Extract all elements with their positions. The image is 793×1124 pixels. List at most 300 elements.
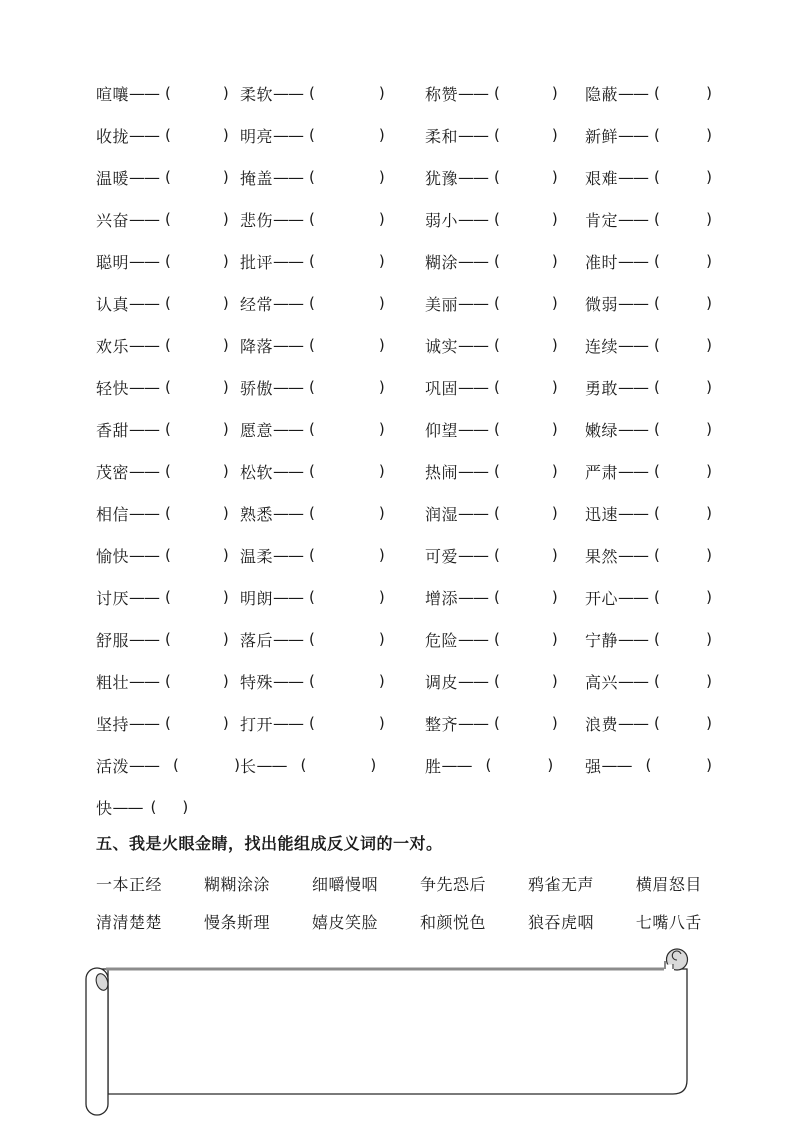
word: 轻快 bbox=[96, 378, 130, 398]
paren-open-icon: ( bbox=[309, 252, 315, 270]
word: 活泼 bbox=[96, 756, 130, 776]
paren-open-icon: ( bbox=[309, 84, 315, 102]
word: 喧嚷 bbox=[96, 84, 130, 104]
paren-close-icon: ) bbox=[222, 294, 229, 312]
separator-dash: —— bbox=[273, 587, 304, 607]
word: 润湿 bbox=[425, 504, 459, 524]
separator-dash: —— bbox=[618, 713, 649, 733]
answer-blank bbox=[171, 429, 223, 430]
paren-close-icon: ) bbox=[222, 504, 229, 522]
separator-dash: —— bbox=[618, 503, 649, 523]
separator-dash: —— bbox=[618, 461, 649, 481]
answer-blank bbox=[171, 513, 223, 514]
word-cell bbox=[240, 418, 425, 441]
separator-dash: —— bbox=[129, 293, 160, 313]
word-row bbox=[96, 702, 736, 744]
word-cell bbox=[425, 754, 585, 777]
answer-blank bbox=[171, 597, 223, 598]
paren-open-icon: ( bbox=[165, 252, 171, 270]
word-cell bbox=[425, 628, 585, 651]
word-cell bbox=[240, 250, 425, 273]
separator-dash: —— bbox=[458, 671, 489, 691]
paren-open-icon: ( bbox=[654, 294, 660, 312]
paren-open-icon: ( bbox=[165, 210, 171, 228]
separator-dash: —— bbox=[273, 503, 304, 523]
word: 茂密 bbox=[96, 462, 130, 482]
word-cell bbox=[585, 166, 712, 189]
paren-open-icon: ( bbox=[309, 210, 315, 228]
word-cell bbox=[425, 82, 585, 105]
separator-dash: —— bbox=[273, 83, 304, 103]
word: 胜 bbox=[425, 756, 442, 776]
separator-dash: —— bbox=[618, 167, 649, 187]
paren-close-icon: ) bbox=[551, 294, 558, 312]
word-row bbox=[96, 618, 736, 660]
word: 柔和 bbox=[425, 126, 459, 146]
separator-dash: —— bbox=[129, 713, 160, 733]
word: 肯定 bbox=[585, 210, 619, 230]
separator-dash: —— bbox=[458, 545, 489, 565]
paren-open-icon: ( bbox=[654, 378, 660, 396]
paren-open-icon: ( bbox=[300, 756, 307, 774]
word-cell bbox=[425, 460, 585, 483]
idiom: 和颜悦色 bbox=[419, 913, 486, 932]
separator-dash: —— bbox=[618, 125, 649, 145]
word-row bbox=[96, 114, 736, 156]
separator-dash: —— bbox=[618, 335, 649, 355]
word-cell bbox=[240, 124, 425, 147]
answer-blank bbox=[315, 387, 379, 388]
answer-blank bbox=[500, 681, 552, 682]
word-cell bbox=[96, 250, 240, 273]
word-cell bbox=[240, 376, 425, 399]
scroll-paper bbox=[96, 969, 687, 1094]
separator-dash: —— bbox=[129, 377, 160, 397]
separator-dash: —— bbox=[458, 335, 489, 355]
word: 仰望 bbox=[425, 420, 459, 440]
paren-open-icon: ( bbox=[654, 672, 660, 690]
paren-close-icon: ) bbox=[378, 714, 385, 732]
separator-dash: —— bbox=[273, 251, 304, 271]
word: 粗壮 bbox=[96, 672, 130, 692]
separator-dash: —— bbox=[618, 83, 649, 103]
word-cell bbox=[425, 334, 585, 357]
paren-close-icon: ) bbox=[378, 420, 385, 438]
paren-open-icon: ( bbox=[165, 672, 171, 690]
separator-dash: —— bbox=[273, 545, 304, 565]
word-cell bbox=[240, 586, 425, 609]
paren-close-icon: ) bbox=[222, 672, 229, 690]
paren-open-icon: ( bbox=[494, 336, 500, 354]
word-cell bbox=[96, 796, 240, 819]
word: 危险 bbox=[425, 630, 459, 650]
answer-blank bbox=[171, 639, 223, 640]
paren-open-icon: ( bbox=[165, 126, 171, 144]
answer-blank bbox=[491, 765, 547, 766]
paren-open-icon: ( bbox=[494, 714, 500, 732]
separator-dash: —— bbox=[273, 335, 304, 355]
word: 果然 bbox=[585, 546, 619, 566]
word-cell bbox=[585, 376, 712, 399]
separator-dash: —— bbox=[601, 755, 632, 775]
separator-dash: —— bbox=[458, 629, 489, 649]
word: 嫩绿 bbox=[585, 420, 619, 440]
paren-open-icon: ( bbox=[494, 168, 500, 186]
separator-dash: —— bbox=[273, 461, 304, 481]
separator-dash: —— bbox=[129, 125, 160, 145]
answer-blank bbox=[500, 219, 552, 220]
paren-close-icon: ) bbox=[706, 126, 712, 144]
word-cell bbox=[425, 250, 585, 273]
word: 诚实 bbox=[425, 336, 459, 356]
answer-blank bbox=[660, 471, 706, 472]
word: 经常 bbox=[240, 294, 274, 314]
separator-dash: —— bbox=[458, 377, 489, 397]
separator-dash: —— bbox=[129, 545, 160, 565]
word: 松软 bbox=[240, 462, 274, 482]
separator-dash: —— bbox=[441, 755, 472, 775]
answer-blank bbox=[315, 597, 379, 598]
answer-blank bbox=[315, 345, 379, 346]
paren-close-icon: ) bbox=[234, 756, 240, 774]
answer-blank bbox=[500, 639, 552, 640]
paren-open-icon: ( bbox=[173, 756, 179, 774]
word-cell bbox=[585, 334, 712, 357]
paren-close-icon: ) bbox=[551, 714, 558, 732]
paren-open-icon: ( bbox=[485, 756, 492, 774]
word: 批评 bbox=[240, 252, 274, 272]
answer-blank bbox=[500, 261, 552, 262]
answer-scroll-graphic bbox=[80, 944, 700, 1120]
word: 骄傲 bbox=[240, 378, 274, 398]
paren-open-icon: ( bbox=[165, 588, 171, 606]
paren-close-icon: ) bbox=[706, 588, 712, 606]
paren-open-icon: ( bbox=[654, 84, 660, 102]
word: 欢乐 bbox=[96, 336, 130, 356]
paren-open-icon: ( bbox=[654, 588, 660, 606]
idiom: 清清楚楚 bbox=[96, 913, 163, 932]
paren-close-icon: ) bbox=[706, 294, 712, 312]
paren-close-icon: ) bbox=[222, 336, 229, 354]
word-cell bbox=[240, 292, 425, 315]
separator-dash: —— bbox=[618, 629, 649, 649]
word: 相信 bbox=[96, 504, 130, 524]
word-row bbox=[96, 408, 736, 450]
answer-blank bbox=[660, 303, 706, 304]
separator-dash: —— bbox=[618, 671, 649, 691]
answer-blank bbox=[171, 723, 223, 724]
word-cell bbox=[96, 292, 240, 315]
answer-blank bbox=[500, 135, 552, 136]
answer-blank bbox=[660, 135, 706, 136]
word-cell bbox=[425, 712, 585, 735]
idiom: 慢条斯理 bbox=[203, 913, 270, 932]
word-cell bbox=[96, 82, 240, 105]
answer-blank bbox=[156, 807, 182, 808]
word: 讨厌 bbox=[96, 588, 130, 608]
word: 温暖 bbox=[96, 168, 130, 188]
answer-blank bbox=[660, 555, 706, 556]
word: 香甜 bbox=[96, 420, 130, 440]
idiom: 七嘴八舌 bbox=[635, 913, 702, 932]
answer-blank bbox=[315, 303, 379, 304]
paren-open-icon: ( bbox=[165, 546, 171, 564]
word-row bbox=[96, 450, 736, 492]
word: 高兴 bbox=[585, 672, 619, 692]
word-cell bbox=[240, 754, 425, 777]
scroll-banner bbox=[80, 944, 700, 1120]
paren-close-icon: ) bbox=[378, 84, 385, 102]
answer-blank bbox=[315, 93, 379, 94]
paren-open-icon: ( bbox=[494, 126, 500, 144]
paren-close-icon: ) bbox=[551, 252, 558, 270]
word: 强 bbox=[585, 756, 602, 776]
paren-open-icon: ( bbox=[165, 168, 171, 186]
word: 热闹 bbox=[425, 462, 459, 482]
word-cell bbox=[96, 376, 240, 399]
word: 掩盖 bbox=[240, 168, 274, 188]
paren-close-icon: ) bbox=[551, 588, 558, 606]
word-cell bbox=[96, 670, 240, 693]
answer-blank bbox=[500, 303, 552, 304]
paren-open-icon: ( bbox=[309, 126, 315, 144]
separator-dash: —— bbox=[618, 587, 649, 607]
answer-blank bbox=[315, 429, 379, 430]
paren-open-icon: ( bbox=[165, 714, 171, 732]
paren-open-icon: ( bbox=[494, 462, 500, 480]
paren-close-icon: ) bbox=[706, 378, 712, 396]
paren-open-icon: ( bbox=[494, 210, 500, 228]
idiom-row-2 bbox=[96, 910, 702, 933]
paren-close-icon: ) bbox=[551, 546, 558, 564]
word: 开心 bbox=[585, 588, 619, 608]
separator-dash: —— bbox=[458, 167, 489, 187]
paren-open-icon: ( bbox=[654, 126, 660, 144]
word-row bbox=[96, 492, 736, 534]
word-cell bbox=[240, 670, 425, 693]
paren-close-icon: ) bbox=[706, 630, 712, 648]
word-cell bbox=[425, 544, 585, 567]
word: 兴奋 bbox=[96, 210, 130, 230]
paren-close-icon: ) bbox=[706, 546, 712, 564]
paren-close-icon: ) bbox=[222, 462, 229, 480]
paren-open-icon: ( bbox=[309, 294, 315, 312]
separator-dash: —— bbox=[273, 629, 304, 649]
separator-dash: —— bbox=[618, 545, 649, 565]
paren-close-icon: ) bbox=[222, 588, 229, 606]
answer-blank bbox=[500, 93, 552, 94]
separator-dash: —— bbox=[458, 419, 489, 439]
word: 愿意 bbox=[240, 420, 274, 440]
answer-blank bbox=[315, 681, 379, 682]
separator-dash: —— bbox=[273, 419, 304, 439]
word-cell bbox=[240, 166, 425, 189]
word: 增添 bbox=[425, 588, 459, 608]
answer-blank bbox=[500, 597, 552, 598]
paren-close-icon: ) bbox=[706, 336, 712, 354]
word-cell bbox=[585, 544, 712, 567]
paren-open-icon: ( bbox=[165, 504, 171, 522]
paren-close-icon: ) bbox=[222, 126, 229, 144]
separator-dash: —— bbox=[129, 335, 160, 355]
word-cell bbox=[585, 712, 712, 735]
separator-dash: —— bbox=[273, 671, 304, 691]
paren-close-icon: ) bbox=[222, 714, 229, 732]
separator-dash: —— bbox=[129, 587, 160, 607]
separator-dash: —— bbox=[129, 755, 160, 775]
paren-close-icon: ) bbox=[706, 420, 712, 438]
paren-open-icon: ( bbox=[494, 252, 500, 270]
word-cell bbox=[425, 124, 585, 147]
idiom: 嬉皮笑脸 bbox=[311, 913, 378, 932]
answer-blank bbox=[171, 387, 223, 388]
answer-blank bbox=[500, 429, 552, 430]
paren-open-icon: ( bbox=[494, 378, 500, 396]
answer-blank bbox=[171, 177, 223, 178]
word-cell bbox=[585, 250, 712, 273]
answer-blank bbox=[171, 471, 223, 472]
antonym-word-grid bbox=[96, 72, 736, 828]
paren-close-icon: ) bbox=[222, 420, 229, 438]
word: 微弱 bbox=[585, 294, 619, 314]
separator-dash: —— bbox=[129, 167, 160, 187]
section-five-heading: 五、我是火眼金睛，找出能组成反义词的一对。 bbox=[96, 834, 443, 853]
paren-open-icon: ( bbox=[654, 168, 660, 186]
separator-dash: —— bbox=[129, 671, 160, 691]
separator-dash: —— bbox=[129, 461, 160, 481]
answer-blank bbox=[660, 219, 706, 220]
paren-close-icon: ) bbox=[551, 210, 558, 228]
word: 快 bbox=[96, 798, 113, 818]
paren-open-icon: ( bbox=[165, 630, 171, 648]
paren-open-icon: ( bbox=[309, 462, 315, 480]
paren-open-icon: ( bbox=[165, 420, 171, 438]
separator-dash: —— bbox=[458, 83, 489, 103]
answer-blank bbox=[660, 261, 706, 262]
answer-blank bbox=[660, 429, 706, 430]
paren-open-icon: ( bbox=[309, 420, 315, 438]
paren-close-icon: ) bbox=[706, 756, 712, 774]
word-cell bbox=[240, 460, 425, 483]
word-row bbox=[96, 786, 736, 828]
answer-blank bbox=[171, 303, 223, 304]
separator-dash: —— bbox=[129, 629, 160, 649]
word: 长 bbox=[240, 756, 257, 776]
paren-close-icon: ) bbox=[378, 210, 385, 228]
paren-open-icon: ( bbox=[165, 84, 171, 102]
answer-blank bbox=[660, 639, 706, 640]
separator-dash: —— bbox=[256, 755, 287, 775]
separator-dash: —— bbox=[618, 251, 649, 271]
word-row bbox=[96, 156, 736, 198]
paren-close-icon: ) bbox=[222, 630, 229, 648]
paren-open-icon: ( bbox=[150, 798, 157, 816]
separator-dash: —— bbox=[618, 209, 649, 229]
paren-open-icon: ( bbox=[654, 714, 660, 732]
word: 连续 bbox=[585, 336, 619, 356]
word: 可爱 bbox=[425, 546, 459, 566]
idiom: 争先恐后 bbox=[419, 875, 486, 894]
paren-close-icon: ) bbox=[378, 252, 385, 270]
word-cell bbox=[585, 418, 712, 441]
word-cell bbox=[585, 82, 712, 105]
paren-open-icon: ( bbox=[654, 336, 660, 354]
answer-blank bbox=[660, 93, 706, 94]
word-cell bbox=[585, 292, 712, 315]
idiom: 横眉怒目 bbox=[635, 875, 702, 894]
separator-dash: —— bbox=[458, 587, 489, 607]
paren-open-icon: ( bbox=[309, 588, 315, 606]
paren-open-icon: ( bbox=[309, 378, 315, 396]
word-cell bbox=[425, 208, 585, 231]
word: 明亮 bbox=[240, 126, 274, 146]
word: 迅速 bbox=[585, 504, 619, 524]
word-row bbox=[96, 198, 736, 240]
word: 调皮 bbox=[425, 672, 459, 692]
word-cell bbox=[96, 628, 240, 651]
paren-close-icon: ) bbox=[378, 168, 385, 186]
word: 坚持 bbox=[96, 714, 130, 734]
separator-dash: —— bbox=[618, 377, 649, 397]
answer-blank bbox=[500, 513, 552, 514]
paren-open-icon: ( bbox=[654, 546, 660, 564]
paren-close-icon: ) bbox=[706, 252, 712, 270]
paren-open-icon: ( bbox=[494, 588, 500, 606]
paren-close-icon: ) bbox=[547, 756, 554, 774]
word-cell bbox=[96, 124, 240, 147]
answer-blank bbox=[315, 471, 379, 472]
paren-open-icon: ( bbox=[494, 630, 500, 648]
answer-blank bbox=[315, 135, 379, 136]
paren-close-icon: ) bbox=[551, 672, 558, 690]
word: 降落 bbox=[240, 336, 274, 356]
paren-open-icon: ( bbox=[309, 672, 315, 690]
paren-close-icon: ) bbox=[551, 378, 558, 396]
separator-dash: —— bbox=[273, 167, 304, 187]
paren-close-icon: ) bbox=[378, 630, 385, 648]
paren-close-icon: ) bbox=[378, 672, 385, 690]
answer-blank bbox=[306, 765, 370, 766]
word-cell bbox=[425, 418, 585, 441]
word-row bbox=[96, 576, 736, 618]
answer-blank bbox=[660, 513, 706, 514]
word-cell bbox=[96, 754, 240, 777]
paren-open-icon: ( bbox=[309, 546, 315, 564]
word: 愉快 bbox=[96, 546, 130, 566]
paren-close-icon: ) bbox=[551, 504, 558, 522]
idiom: 一本正经 bbox=[96, 875, 163, 894]
answer-blank bbox=[651, 765, 706, 766]
answer-blank bbox=[315, 261, 379, 262]
word-cell bbox=[425, 502, 585, 525]
word: 明朗 bbox=[240, 588, 274, 608]
paren-close-icon: ) bbox=[706, 672, 712, 690]
answer-blank bbox=[660, 681, 706, 682]
separator-dash: —— bbox=[458, 503, 489, 523]
word-cell bbox=[585, 502, 712, 525]
word: 认真 bbox=[96, 294, 130, 314]
separator-dash: —— bbox=[129, 503, 160, 523]
paren-close-icon: ) bbox=[222, 84, 229, 102]
answer-blank bbox=[500, 555, 552, 556]
separator-dash: —— bbox=[129, 419, 160, 439]
paren-open-icon: ( bbox=[309, 168, 315, 186]
word-row bbox=[96, 72, 736, 114]
word-cell bbox=[585, 628, 712, 651]
word: 熟悉 bbox=[240, 504, 274, 524]
word-cell bbox=[425, 586, 585, 609]
separator-dash: —— bbox=[129, 209, 160, 229]
